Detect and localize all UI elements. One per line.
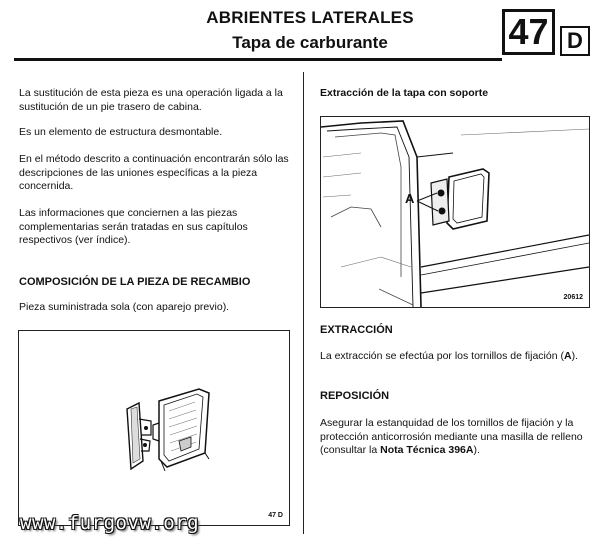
intro-paragraph-3: En el método descrito a continuación encontrarán sólo las descripciones de las uniones específicas a la pieza concernida. [19, 153, 289, 192]
extraction-text [320, 350, 590, 364]
spare-part-figure [18, 330, 290, 526]
composition-text: Pieza suministrada sola (con aparejo previo). [19, 301, 230, 313]
figure-caption: Extracción de la tapa con soporte [320, 87, 489, 99]
intro-paragraph-4: Las informaciones que conciernen a las piezas complementarias serán tratadas en sus capítulos respectivos (ver índice). [19, 207, 248, 246]
watermark: www.furgovw.org [20, 512, 200, 534]
figure-reference-right: 20612 [563, 294, 583, 301]
screw-label-a: A [405, 191, 415, 206]
reposition-text [320, 417, 590, 458]
screw-reference: A [563, 350, 572, 362]
extraction-heading: EXTRACCIÓN [320, 324, 393, 336]
reposition-text-end: ). [473, 444, 480, 456]
intro-paragraph-2: Es un elemento de estructura desmontable. [19, 126, 223, 138]
vehicle-side-drawing [321, 117, 589, 307]
extraction-text-end: ). [571, 350, 578, 362]
figure-reference-left: 47 D [268, 512, 283, 519]
reposition-heading: REPOSICIÓN [320, 390, 390, 402]
page-title: ABRIENTES LATERALES [206, 8, 414, 27]
chapter-number-box: 47 [502, 9, 555, 55]
header-rule [14, 58, 502, 61]
column-divider [303, 72, 304, 534]
fuel-flap-drawing [19, 331, 289, 525]
composition-heading: COMPOSICIÓN DE LA PIEZA DE RECAMBIO [19, 276, 251, 288]
reposition-text-part: Asegurar la estanquidad de los tornillos de fijación y la protección anticorrosión mediante una masilla de relleno (consultar la [320, 417, 583, 456]
chapter-letter-box: D [560, 26, 590, 56]
page-subtitle: Tapa de carburante [232, 33, 388, 52]
intro-paragraph-1: La sustitución de esta pieza es una operación ligada a la sustitución de un pie trasero de cabina. [19, 87, 283, 113]
extraction-text-part: La extracción se efectúa por los tornillos de fijación ( [320, 350, 564, 362]
removal-figure [320, 116, 590, 308]
technical-note-reference: Nota Técnica 396A [380, 444, 474, 456]
